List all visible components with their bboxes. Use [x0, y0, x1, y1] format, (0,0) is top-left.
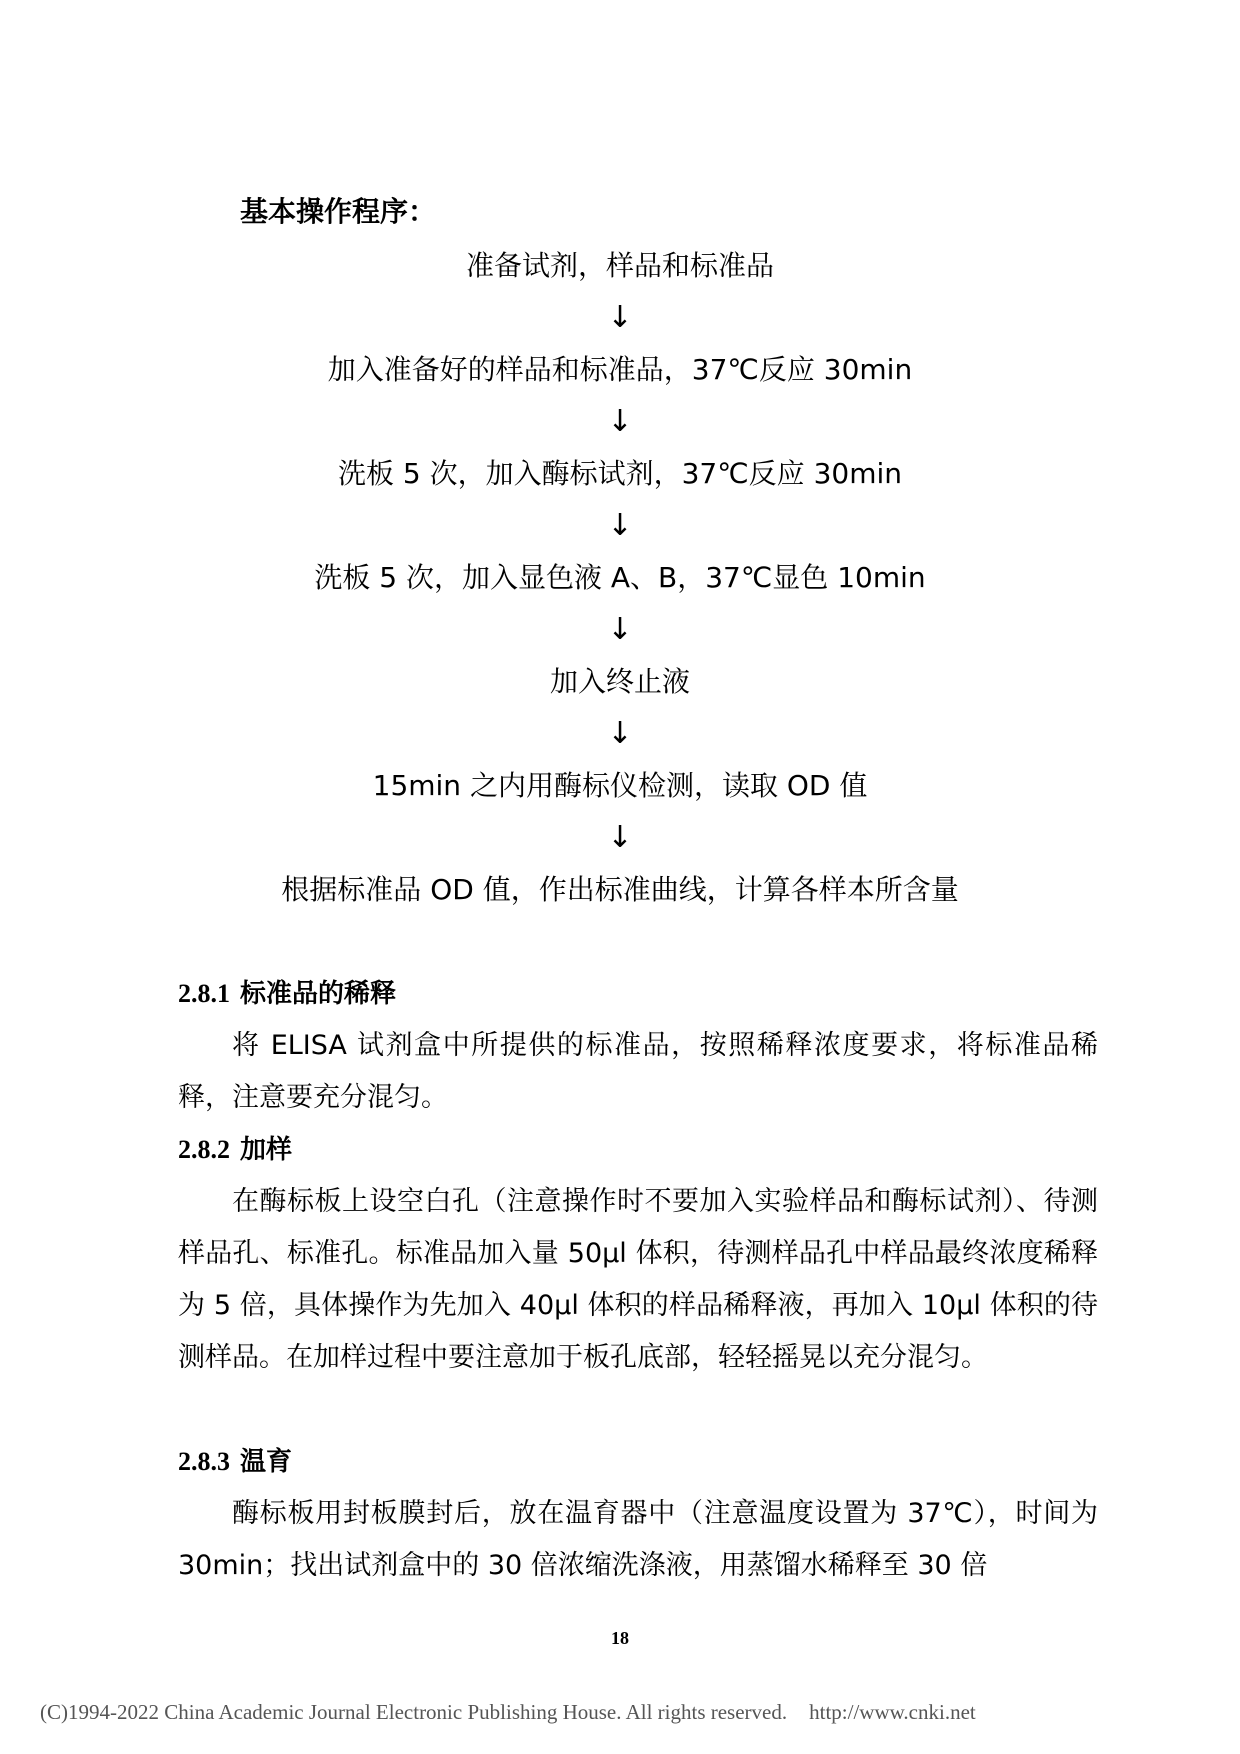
flow-arrow-icon: ↓: [607, 300, 633, 335]
flow-step-7: 根据标准品 OD 值，作出标准曲线，计算各样本所含量: [281, 873, 959, 906]
section-2-8-1: [178, 968, 1098, 1124]
page-number: 18: [611, 1628, 629, 1648]
flow-step-2: 加入准备好的样品和标准品，37℃反应 30min: [327, 353, 913, 386]
footer-url: http://www.cnki.net: [809, 1700, 976, 1724]
section-2-8-2: [178, 1124, 1098, 1384]
flow-step-1: 准备试剂，样品和标准品: [465, 249, 774, 282]
section-2-8-3: [178, 1436, 1098, 1592]
procedure-flowchart: [0, 240, 1240, 916]
paragraph: 将 ELISA 试剂盒中所提供的标准品，按照稀释浓度要求，将标准品稀释，注意要充分混匀。: [178, 1030, 1098, 1113]
copyright-text: (C)1994-2022 China Academic Journal Electronic Publishing House. All rights reserved.: [40, 1700, 788, 1724]
flow-step-6: 15min 之内用酶标仪检测，读取 OD 值: [372, 769, 868, 802]
section-title: [178, 1124, 1098, 1176]
section-number: 2.8.2: [178, 1135, 230, 1164]
section-title: [178, 968, 1098, 1020]
flow-arrow-icon: ↓: [607, 404, 633, 439]
section-number: 2.8.1: [178, 979, 230, 1008]
flow-arrow-icon: ↓: [607, 820, 633, 855]
section-heading-text: 加样: [240, 1135, 293, 1165]
section-number: 2.8.3: [178, 1447, 230, 1476]
flow-step-3: 洗板 5 次，加入酶标试剂，37℃反应 30min: [337, 457, 903, 490]
section-title: [178, 1436, 1098, 1488]
flow-step-5: 加入终止液: [549, 665, 690, 698]
paragraph: 在酶标板上设空白孔（注意操作时不要加入实验样品和酶标试剂）、待测样品孔、标准孔。标准品加入量 50μl 体积，待测样品孔中样品最终浓度稀释为 5 倍，具体操作为先加入 40μl 体积的样品稀释液，再加入 10μl 体积的待测样品。在加样过程中要注意加于板孔底部，轻轻摇晃以充分混匀。: [178, 1186, 1098, 1373]
flow-step-4: 洗板 5 次，加入显色液 A、B，37℃显色 10min: [314, 561, 926, 594]
flow-arrow-icon: ↓: [607, 508, 633, 543]
section-heading-text: 标准品的稀释: [240, 979, 397, 1009]
copyright-footer: [40, 1700, 976, 1725]
procedure-heading: 基本操作程序：: [240, 195, 437, 228]
flow-arrow-icon: ↓: [607, 716, 633, 751]
paragraph: 酶标板用封板膜封后，放在温育器中（注意温度设置为 37℃），时间为 30min；找出试剂盒中的 30 倍浓缩洗涤液，用蒸馏水稀释至 30 倍: [178, 1498, 1098, 1581]
section-heading-text: 温育: [240, 1447, 293, 1477]
flow-arrow-icon: ↓: [607, 612, 633, 647]
